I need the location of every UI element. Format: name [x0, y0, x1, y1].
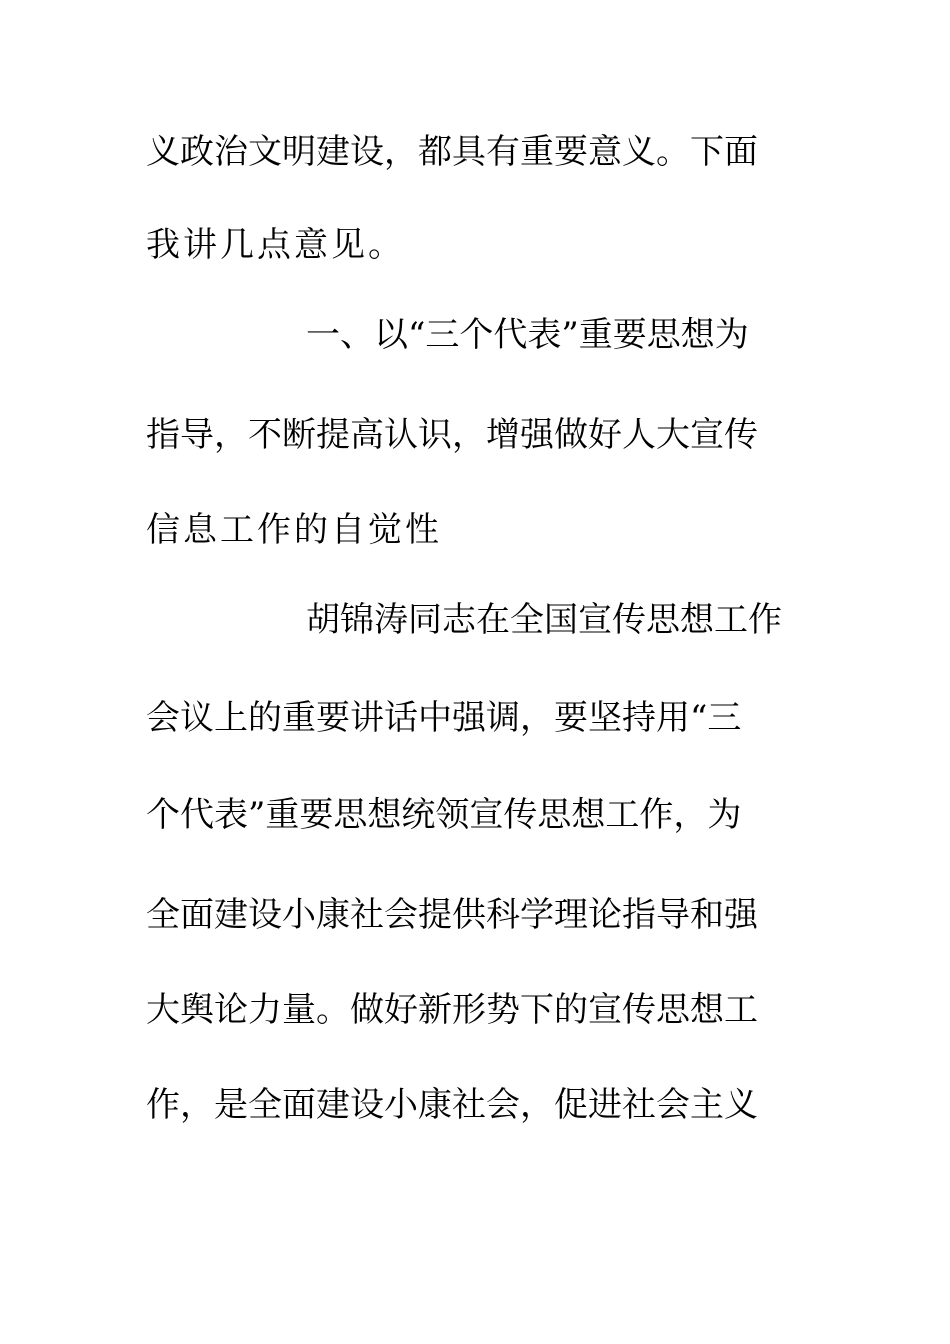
- text-line: 全面建设小康社会提供科学理论指导和强: [146, 895, 758, 935]
- text-line: 我讲几点意见。: [146, 225, 405, 265]
- section-heading-line: 一、以“三个代表”重要思想为: [306, 315, 749, 355]
- text-line: 会议上的重要讲话中强调，要坚持用“三: [146, 698, 742, 738]
- text-line: 义政治文明建设，都具有重要意义。下面: [146, 132, 758, 172]
- text-line: 大舆论力量。做好新形势下的宣传思想工: [146, 990, 758, 1030]
- section-heading-line: 指导，不断提高认识，增强做好人大宣传: [146, 415, 758, 455]
- section-heading-line: 信息工作的自觉性: [146, 510, 442, 550]
- paragraph-first-line: 胡锦涛同志在全国宣传思想工作: [306, 600, 782, 640]
- text-line: 作，是全面建设小康社会，促进社会主义: [146, 1085, 758, 1125]
- text-line: 个代表”重要思想统领宣传思想工作，为: [146, 795, 742, 835]
